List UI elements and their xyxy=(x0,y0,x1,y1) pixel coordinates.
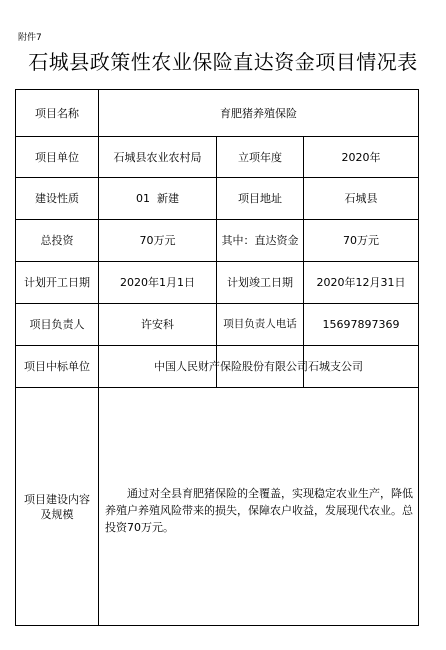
unit-label: 项目单位 xyxy=(35,150,79,164)
nature-value: 01 新建 xyxy=(136,192,179,205)
leader-label: 项目负责人 xyxy=(29,318,85,331)
project-name-value: 育肥猪养殖保险 xyxy=(220,106,297,120)
end-date-label: 计划竣工日期 xyxy=(227,276,293,289)
project-name-label: 项目名称 xyxy=(35,106,79,120)
start-date-value: 2020年1月1日 xyxy=(120,276,195,289)
nature-label: 建设性质 xyxy=(35,192,79,205)
phone-label: 项目负责人电话 xyxy=(223,318,297,330)
leader-value: 许安科 xyxy=(141,318,174,331)
attachment-label: 附件7 xyxy=(18,33,42,43)
investment-label: 总投资 xyxy=(40,234,74,247)
address-label: 项目地址 xyxy=(238,192,282,205)
unit-value: 石城县农业农村局 xyxy=(113,150,202,164)
year-value: 2020年 xyxy=(341,150,381,164)
start-date-label: 计划开工日期 xyxy=(24,276,90,289)
direct-funds-label: 其中：直达资金 xyxy=(221,234,299,247)
project-table xyxy=(15,89,419,626)
year-label: 立项年度 xyxy=(238,150,282,164)
document-title-text: 石城县政策性农业保险直达资金项目情况表 xyxy=(28,50,418,74)
address-value: 石城县 xyxy=(344,192,378,205)
investment-value: 70万元 xyxy=(139,234,176,247)
scope-label: 项目建设内容及规模 xyxy=(24,492,90,521)
scope-content: 通过对全县育肥猪保险的全覆盖，实现稳定农业生产，降低养殖户养殖风险带来的损失，保障农户收益，发展现代农业。总投资70万元。 xyxy=(105,487,413,534)
winner-value: 中国人民财产保险股份有限公司石城支公司 xyxy=(154,360,363,373)
document-title xyxy=(0,44,446,86)
end-date-value: 2020年12月31日 xyxy=(316,276,406,289)
phone-value: 15697897369 xyxy=(322,318,400,331)
winner-label: 项目中标单位 xyxy=(24,360,90,373)
direct-funds-value: 70万元 xyxy=(343,234,379,247)
